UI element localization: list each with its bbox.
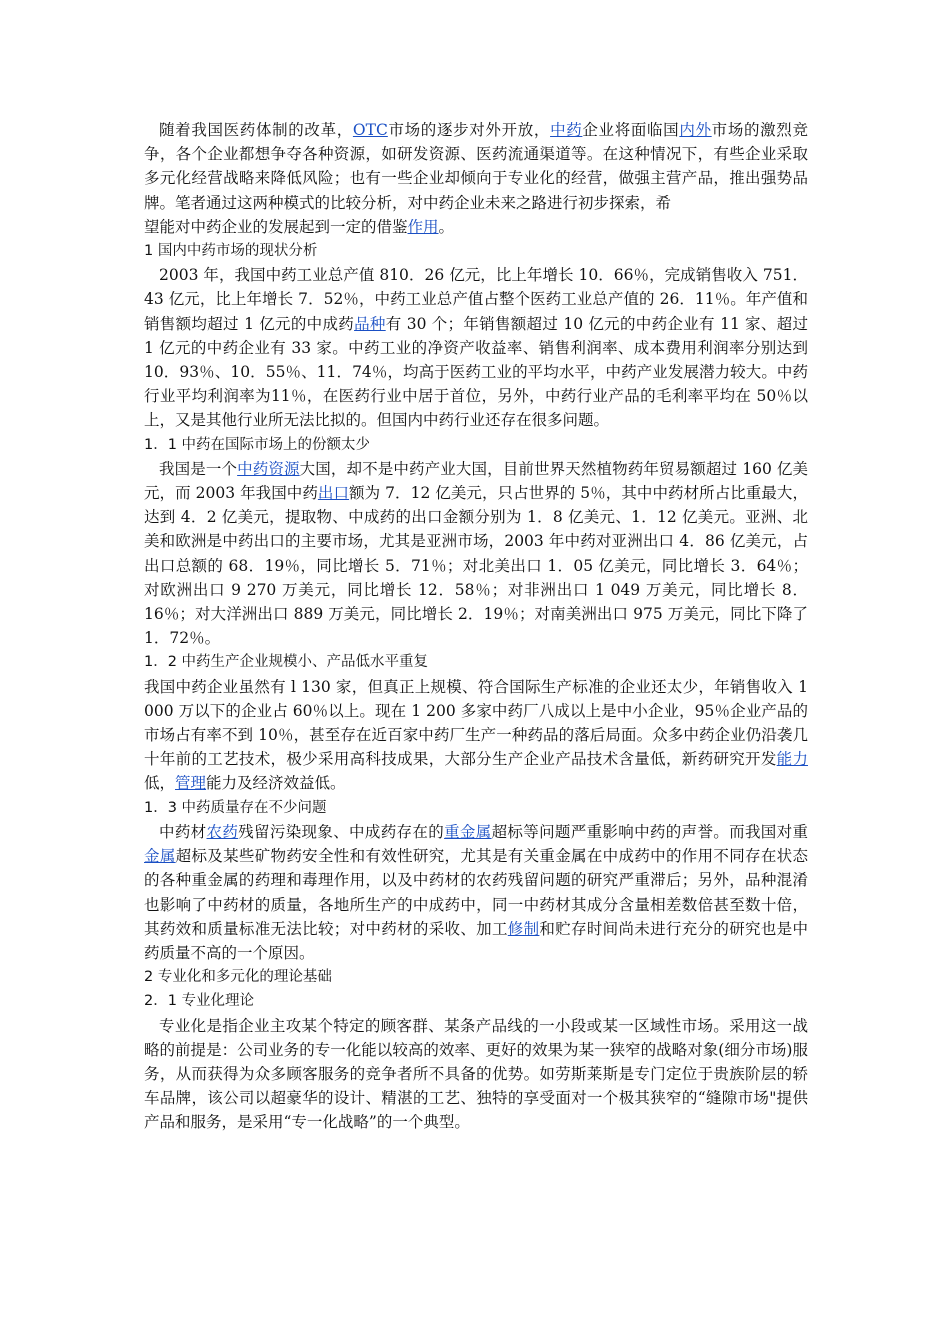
link-guanli[interactable]: 管理 [175, 774, 207, 793]
section-1-paragraph [144, 263, 808, 432]
link-nengli[interactable]: 能力 [776, 750, 808, 769]
text-run: 市场的激烈竞争，各个企业都想争夺各种资源，如研发资源、医药流通渠道等。在这种情况下，有些企业采取多元化经营战略来降低风险；也有一些企业却倾向于专业化的经营，做强主营产品，推出强势品牌。笔者通过这两种模式的比较分析，对中药企业未来之路进行初步探索，希 [144, 121, 808, 212]
link-pinzhong[interactable]: 品种 [354, 314, 386, 333]
intro-continuation [144, 215, 808, 239]
section-1-1-paragraph [144, 457, 808, 651]
text-run: 2003 年，我国中药工业总产值 810．26 亿元，比上年增长 10．66％，完成销售收入 751．43 亿元，比上年增长 7．52％，中药工业总产值占整个医药工业总产值的 26．11％。年产值和销售额均超过 1 亿元的中成药 [144, 266, 808, 333]
section-1-2-heading: 1．2 中药生产企业规模小、产品低水平重复 [144, 654, 429, 671]
link-zuoyong[interactable]: 作用 [407, 217, 439, 236]
section-1-heading: 1 国内中药市场的现状分析 [144, 243, 318, 260]
text-run: 我国中药企业虽然有 l 130 家，但真正上规模、符合国际生产标准的企业还太少，年销售收入 1 000 万以下的企业占 60％以上。现在 1 200 多家中药厂八成以上是中小企业，95％企业产品的市场占有率不到 10％，甚至存在近百家中药厂生产一种药品的落后局面。众多中药企业仍沿袭几十年前的工艺技术，极少采用高科技成果，大部分生产企业产品技术含量低，新药研究开发 [144, 677, 808, 769]
text-run: 我国是一个 [159, 459, 238, 478]
text-run: 低， [144, 774, 176, 793]
text-run: 超标等问题严重影响中药的声誉。而我国对重 [491, 822, 808, 841]
link-otc[interactable]: OTC [352, 121, 388, 139]
text-run: 额为 7．12 亿美元，只占世界的 5％，其中中药材所占比重最大，达到 4．2 亿美元，提取物、中成药的出口金额分别为 1．8 亿美元、1．12 亿美元。亚洲、北美和欧洲是中药出口的主要市场，尤其是亚洲市场，2003 年中药对亚洲出口 4．86 亿美元，占出口总额的 68．19％，同比增长 5．71％；对北美出口 1．05 亿美元，同比增长 3．64％；对欧洲出口 9 270 万美元，同比增长 12．58％；对非洲出口 1 049 万美元，同比增长 8．16％；对大洋洲出口 889 万美元，同比增长 2．19％；对南美洲出口 975 万美元，同比下降了 1．72％。 [144, 484, 808, 648]
link-zhongyao[interactable]: 中药 [550, 121, 583, 139]
text-run: 。 [438, 217, 455, 236]
text-run: 中药材 [159, 822, 207, 841]
link-neiwai[interactable]: 内外 [679, 121, 712, 139]
text-run: 能力及经济效益低。 [206, 774, 346, 793]
text-run: 残留污染现象、中成药存在的 [238, 822, 445, 841]
link-nongyao[interactable]: 农药 [206, 822, 239, 841]
text-run: 望能对中药企业的发展起到一定的借鉴 [144, 217, 408, 236]
section-2-1-paragraph: 专业化是指企业主攻某个特定的顾客群、某条产品线的一小段或某一区域性市场。采用这一战略的前提是：公司业务的专一化能以较高的效率、更好的效果为某一狭窄的战略对象(细分市场)服务，从而获得为众多顾客服务的竞争者所不具备的优势。如劳斯莱斯是专门定位于贵族阶层的轿车品牌，该公司以超豪华的设计、精湛的工艺、独特的享受面对一个极其狭窄的“缝隙市场"提供产品和服务，是采用“专一化战略”的一个典型。 [144, 1016, 808, 1132]
text-run: 有 30 个；年销售额超过 10 亿元的中药企业有 11 家、超过 1 亿元的中药企业有 33 家。中药工业的净资产收益率、销售利润率、成本费用利润率分别达到 10．93％、10．55％、11．74％，均高于医药工业的平均水平，中药产业发展潜力较大。中药行业平均利润率为11％，在医药行业中居于首位，另外，中药行业产品的毛利率平均在 50％以上，又是其他行业所无法比拟的。但国内中药行业还存在很多问题。 [144, 314, 808, 430]
document-page [144, 118, 808, 1135]
text-run: 随着我国医药体制的改革， [159, 121, 353, 139]
section-1-3-heading: 1．3 中药质量存在不少问题 [144, 799, 327, 816]
text-run: 企业将面临国 [582, 121, 680, 139]
text-run: 和贮存时间尚未进行充分的研究也是中药质量不高的一个原因。 [144, 919, 808, 962]
link-chukou[interactable]: 出口 [317, 484, 350, 503]
link-jinshu[interactable]: 金属 [144, 847, 176, 866]
link-zhongyao-ziyuan[interactable]: 中药资源 [237, 459, 300, 478]
section-2-1-heading: 2．1 专业化理论 [144, 993, 255, 1010]
text-run: 市场的逐步对外开放， [387, 121, 551, 139]
link-zhongjinshu[interactable]: 重金属 [444, 822, 492, 841]
link-xiuzhi[interactable]: 修制 [507, 919, 540, 938]
section-1-1-heading: 1．1 中药在国际市场上的份额太少 [144, 436, 371, 453]
text-run: 大国，却不是中药产业大国，目前世界天然植物药年贸易额超过 160 亿美元，而 2003 年我国中药 [144, 459, 808, 503]
section-2-heading: 2 专业化和多元化的理论基础 [144, 969, 332, 986]
intro-paragraph [144, 118, 808, 215]
section-1-3-paragraph [144, 820, 808, 965]
section-1-2-paragraph [144, 675, 808, 796]
text-run: 超标及某些矿物药安全性和有效性研究，尤其是有关重金属在中成药中的作用不同存在状态的各种重金属的药理和毒理作用，以及中药材的农药残留问题的研究严重滞后；另外，品种混淆也影响了中药材的质量，各地所生产的中成药中，同一中药材其成分含量相差数倍甚至数十倍，其药效和质量标准无法比较；对中药材的采收、加工 [144, 847, 808, 938]
